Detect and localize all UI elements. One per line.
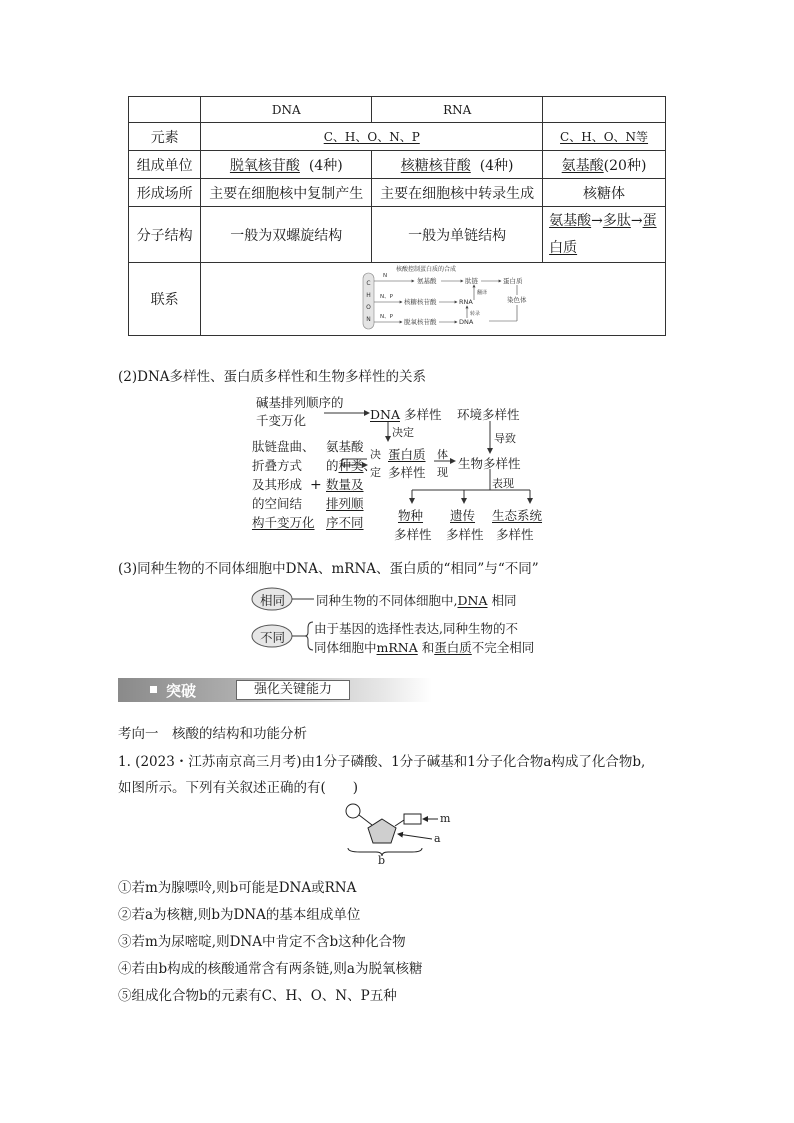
table-header-row (129, 97, 666, 123)
diff-text-2a: 同体细胞中 (314, 640, 377, 655)
cell-protein-unit (543, 151, 666, 179)
protein-diversity-label: 多样性 (388, 465, 426, 480)
banner-title: 突破 (166, 682, 197, 700)
table-header-empty (129, 97, 201, 123)
option-1: ①若m为腺嘌呤,则b可能是DNA或RNA (118, 880, 357, 896)
show-label: 表现 (492, 477, 514, 490)
amino-line2b: 种类 (338, 458, 364, 473)
rel-protein: 蛋白质 (503, 276, 523, 285)
option-5: ⑤组成化合物b的元素有C、H、O、N、P五种 (118, 988, 397, 1004)
option-4: ④若由b构成的核酸通常含有两条链,则a为脱氧核糖 (118, 961, 423, 977)
amino-acid-text (326, 437, 376, 532)
dna-unit-count: (4种) (308, 157, 343, 174)
genetic-label: 遗传 (450, 508, 476, 523)
fig-m-label: m (440, 812, 451, 825)
pentose-ring (368, 819, 396, 843)
rel-np1: N、P (380, 293, 394, 300)
protein-unit-count: (20种) (603, 157, 647, 174)
rel-rna-nuc: 核糖核苷酸 (404, 297, 437, 306)
cell-relation (201, 263, 666, 336)
relation-title: 核酸控制蛋白质的合成 (396, 265, 457, 273)
protein-elements-text: C、H、O、N等 (560, 130, 649, 144)
diff-text-2c: 和 (421, 640, 435, 655)
same-label: 相同 (260, 593, 286, 608)
cell-rna-unit (372, 151, 543, 179)
relation-diagram (201, 264, 635, 335)
amino-line1: 氨基酸 (326, 439, 364, 454)
peptide-line5: 构千变万化 (252, 515, 315, 530)
diversity-diagram (252, 393, 552, 543)
cell-protein-structure (543, 207, 666, 263)
peptide-folding-text (252, 437, 315, 532)
cell-rna-site: 主要在细胞核中转录生成 (372, 179, 543, 207)
table-row-units (129, 151, 666, 179)
chon-o: O (366, 303, 372, 311)
protein-unit-text: 氨基酸 (561, 157, 604, 174)
diff-text-mrna: mRNA (376, 640, 418, 655)
decide-vertical-2: 定 (370, 466, 381, 479)
chon-n: N (366, 315, 372, 323)
dna-unit-text: 脱氧核苷酸 (229, 157, 300, 174)
cell-dna-unit (201, 151, 372, 179)
plus-sign: + (310, 477, 322, 493)
option-2: ②若a为核糖,则b为DNA的基本组成单位 (118, 907, 361, 923)
row-label-relation: 联系 (129, 263, 201, 336)
species-diversity-label: 多样性 (394, 527, 432, 542)
peptide-line1: 肽链盘曲、 (252, 439, 315, 454)
decide-vertical-1: 决 (370, 448, 381, 461)
peptide-line2: 折叠方式 (252, 458, 303, 473)
table-row-elements (129, 123, 666, 151)
section3-heading: (3)同种生物的不同体细胞中DNA、mRNA、蛋白质的“相同”与“不同” (118, 561, 539, 577)
same-text-c: 相同 (491, 593, 517, 608)
protein-structure-peptide: 多肽 (602, 212, 631, 229)
amino-line5: 序不同 (326, 515, 364, 530)
protein-structure-arrow1: → (591, 212, 603, 229)
section2-heading: (2)DNA多样性、蛋白质多样性和生物多样性的关系 (118, 369, 427, 385)
rel-peptide: 肽链 (465, 276, 479, 285)
cell-nucleic-elements (201, 123, 543, 151)
table-row-structure (129, 207, 666, 263)
fig-a-label: a (434, 832, 441, 845)
nucleotide-figure (340, 802, 460, 866)
rel-translate: 翻译 (477, 289, 488, 296)
base-sequence-line2: 千变万化 (256, 413, 307, 428)
rel-rna: RNA (459, 297, 474, 306)
row-label-units: 组成单位 (129, 151, 201, 179)
comparison-table (128, 96, 666, 336)
species-label: 物种 (398, 508, 424, 523)
peptide-line3: 及其形成 (252, 477, 303, 492)
protein-structure-arrow2: → (630, 212, 643, 229)
protein-structure-amino: 氨基酸 (549, 212, 592, 229)
amino-line3: 数量及 (326, 477, 364, 492)
diff-text-2e: 不完全相同 (471, 640, 535, 655)
cause-label: 导致 (494, 432, 516, 445)
nucleic-elements-text: C、H、O、N、P (323, 130, 420, 144)
chon-h: H (366, 291, 372, 299)
protein-label: 蛋白质 (388, 447, 426, 462)
rna-unit-text: 核糖核苷酸 (400, 157, 471, 174)
base-rect (404, 814, 421, 824)
embody-1: 体 (437, 448, 448, 461)
rna-unit-count: (4种) (479, 157, 514, 174)
diff-label: 不同 (260, 630, 286, 645)
question-line2: 如图所示。下列有关叙述正确的有( ) (118, 780, 359, 796)
protein-structure-protein-a: 蛋 (642, 212, 657, 229)
eco-diversity-label: 多样性 (496, 527, 534, 542)
amino-line4: 排列顺 (326, 496, 364, 511)
phosphate-circle (346, 804, 360, 818)
dna-label: DNA (370, 407, 400, 422)
topic-heading: 考向一 核酸的结构和功能分析 (118, 726, 307, 742)
rel-dna: DNA (459, 317, 474, 326)
bio-label: 生物 (458, 456, 484, 471)
table-header-dna: DNA (201, 97, 372, 123)
env-diversity-label: 环境多样性 (457, 407, 520, 422)
diff-text-protein: 蛋白质 (434, 640, 472, 655)
genetic-diversity-label: 多样性 (446, 527, 484, 542)
amino-line2a: 的 (326, 458, 339, 473)
banner-square-icon (150, 686, 157, 693)
same-text-a: 同种生物的不同体细胞中, (316, 593, 458, 608)
amino-line2c: 、 (363, 458, 377, 473)
breakthrough-banner (118, 678, 432, 702)
same-text-dna: DNA (457, 593, 488, 608)
table-header-rna: RNA (372, 97, 543, 123)
cell-protein-elements (543, 123, 666, 151)
cell-dna-structure: 一般为双螺旋结构 (201, 207, 372, 263)
dna-diversity-label: 多样性 (403, 407, 442, 422)
row-label-structure: 分子结构 (129, 207, 201, 263)
fig-b-label: b (378, 854, 386, 866)
rel-dna-nuc: 脱氧核苷酸 (404, 317, 437, 326)
diff-text-line1: 由于基因的选择性表达,同种生物的不 (314, 621, 518, 636)
table-row-relation (129, 263, 666, 336)
rel-transcribe: 转录 (470, 310, 481, 317)
rel-amino: 氨基酸 (417, 276, 437, 285)
table-row-site (129, 179, 666, 207)
cell-dna-site: 主要在细胞核中复制产生 (201, 179, 372, 207)
question-line1: 1. (2023・江苏南京高三月考)由1分子磷酸、1分子碱基和1分子化合物a构成了化合物b, (118, 754, 646, 770)
table-header-protein (543, 97, 666, 123)
eco-label: 生态系统 (492, 508, 543, 523)
rel-np2: N、P (380, 313, 394, 320)
rel-chromosome: 染色体 (507, 295, 527, 304)
row-label-site: 形成场所 (129, 179, 201, 207)
cell-rna-structure: 一般为单链结构 (372, 207, 543, 263)
banner-subtitle: 强化关键能力 (236, 680, 350, 700)
rel-n: N (383, 272, 388, 279)
base-sequence-line1: 碱基排列顺序的 (256, 395, 344, 410)
embody-2: 现 (437, 466, 448, 479)
protein-structure-protein-b: 白质 (549, 239, 578, 256)
bio-diversity-label: 多样性 (483, 456, 521, 471)
peptide-line4: 的空间结 (252, 496, 303, 511)
same-diff-diagram (250, 586, 550, 656)
option-3: ③若m为尿嘧啶,则DNA中肯定不含b这种化合物 (118, 934, 406, 950)
decide-label: 决定 (392, 426, 414, 439)
chon-c: C (366, 279, 371, 287)
cell-protein-site: 核糖体 (543, 179, 666, 207)
row-label-elements: 元素 (129, 123, 201, 151)
